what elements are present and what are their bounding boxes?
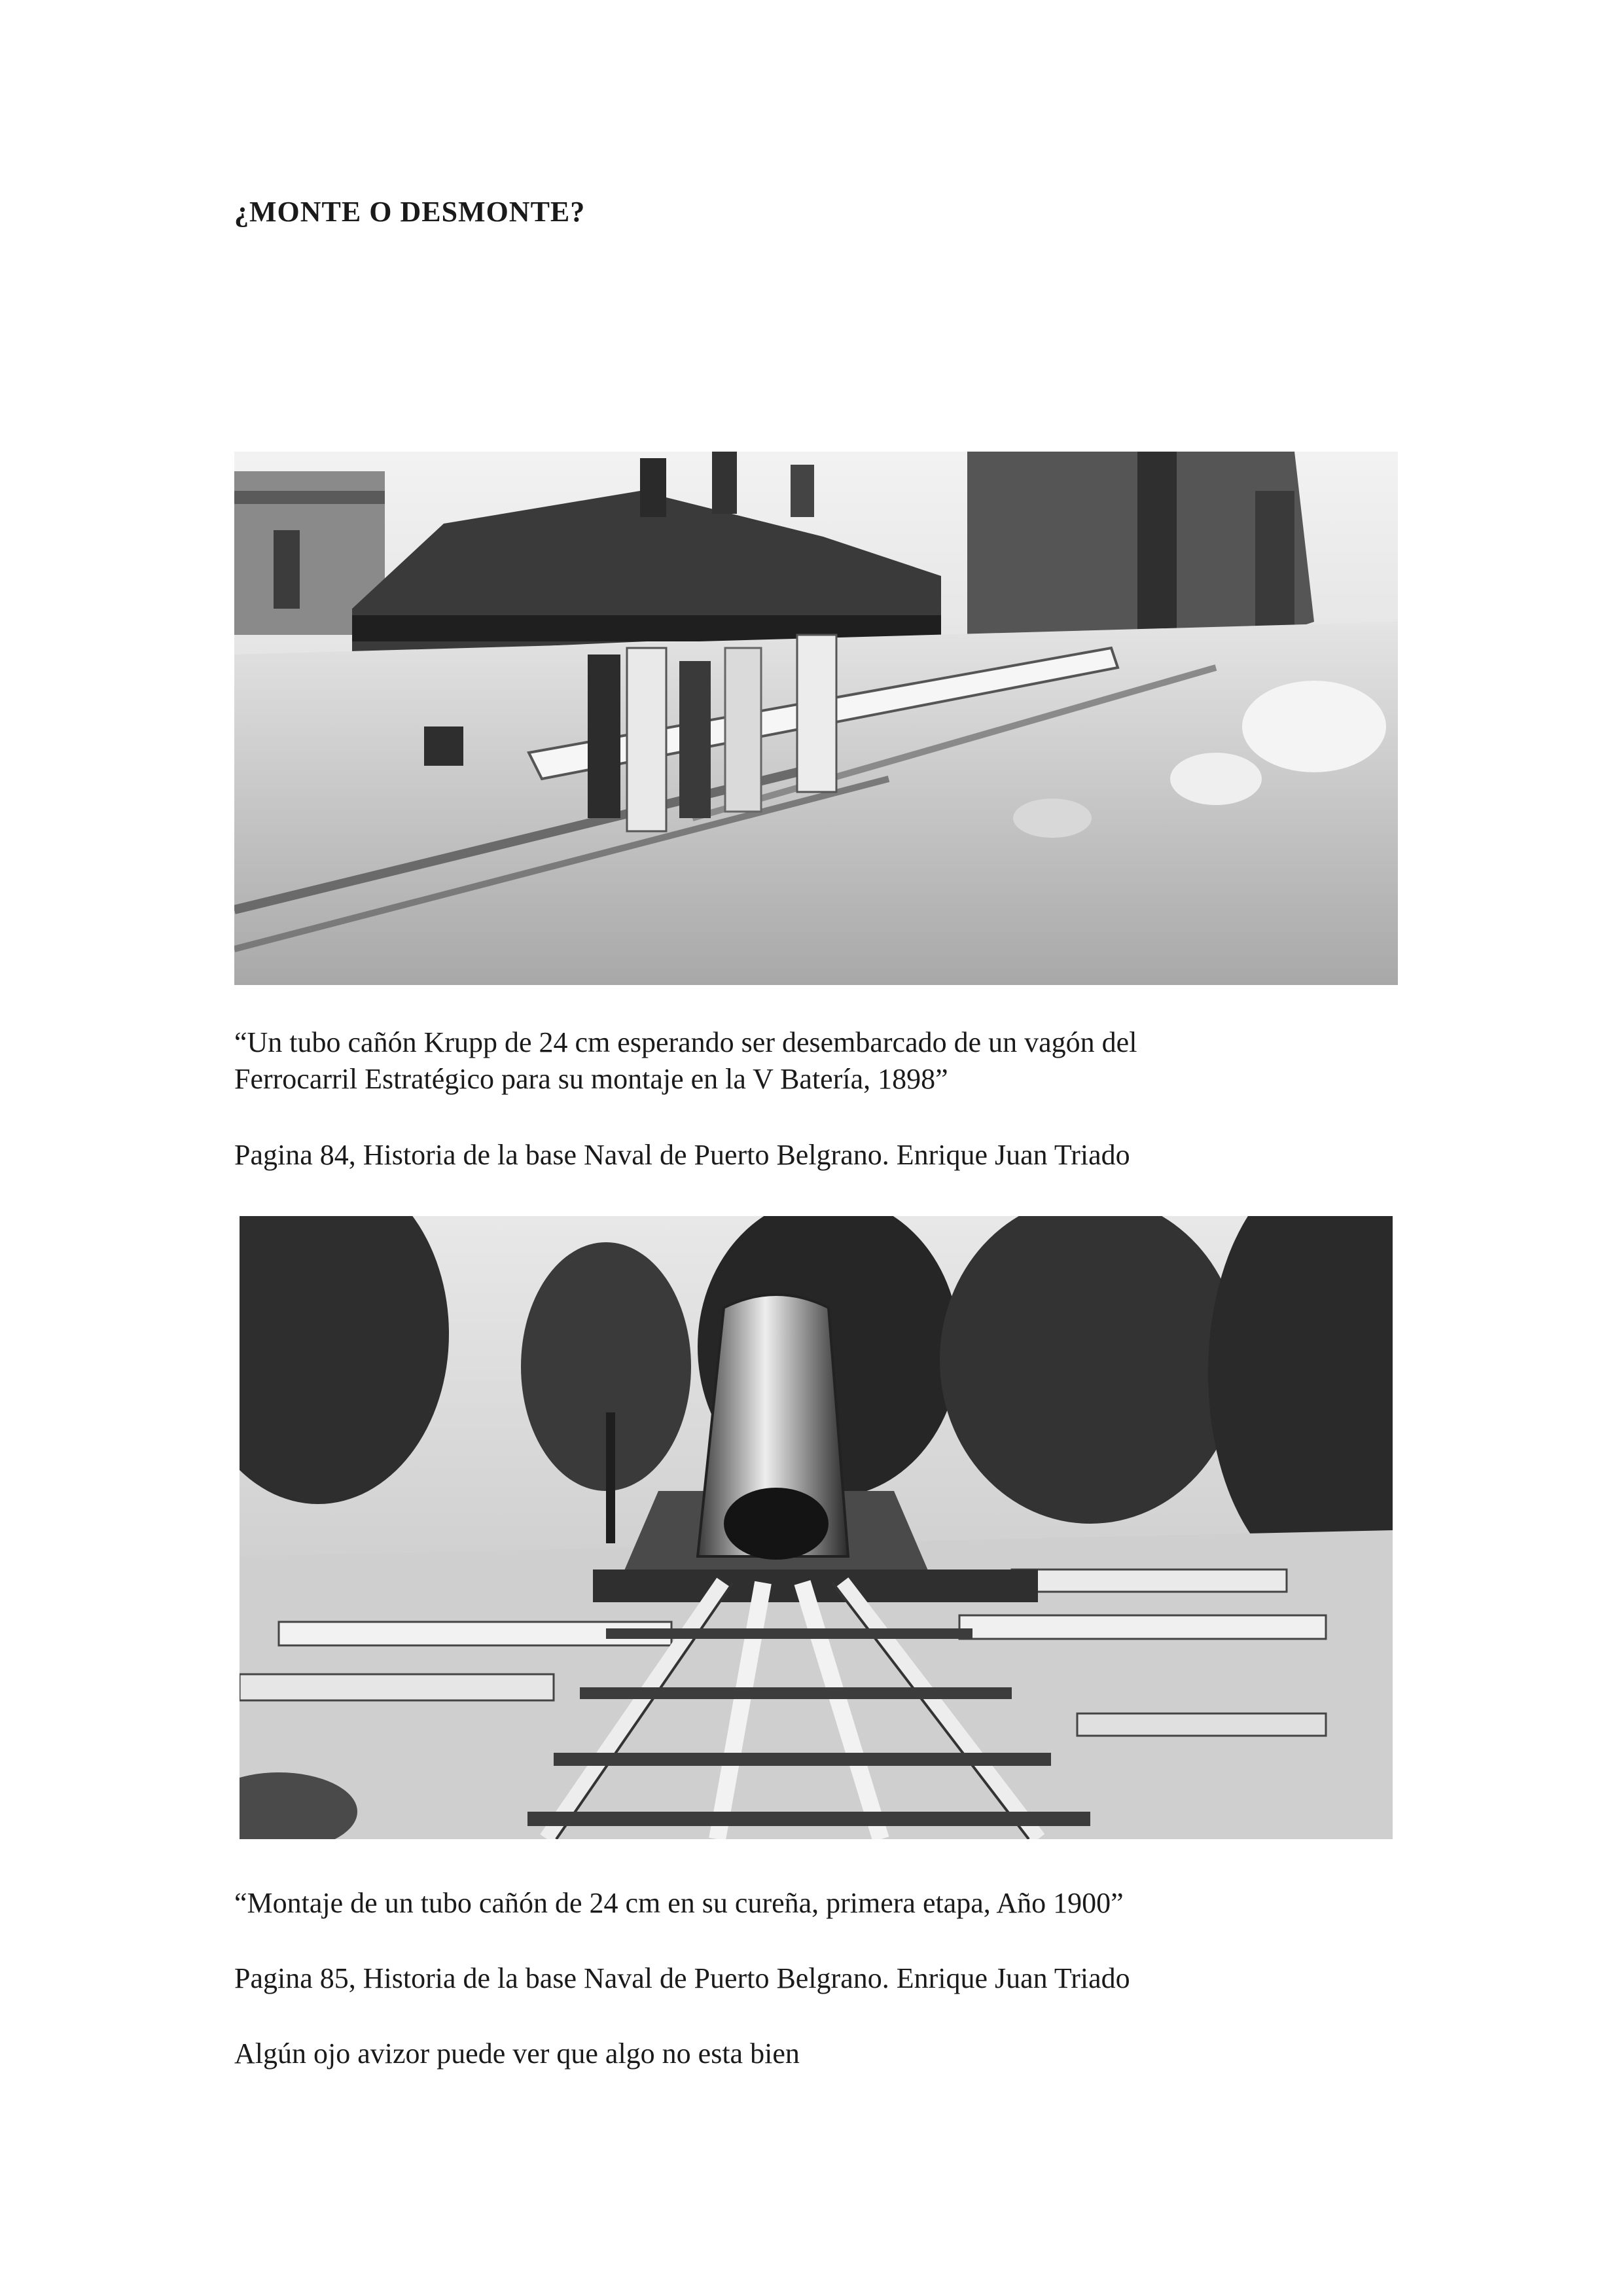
photo1-source: Pagina 84, Historia de la base Naval de Puerto Belgrano. Enrique Juan Triado (234, 1139, 1130, 1171)
photo1-caption-line2: Ferrocarril Estratégico para su montaje en la V Batería, 1898” (234, 1063, 948, 1095)
photo1-caption-line1: “Un tubo cañón Krupp de 24 cm esperando ser desembarcado de un vagón del (234, 1026, 1137, 1058)
closing-text: Algún ojo avizor puede ver que algo no esta bien (234, 2037, 800, 2070)
photo-krupp-gun-wagon (234, 452, 1398, 985)
photo2-source: Pagina 85, Historia de la base Naval de Puerto Belgrano. Enrique Juan Triado (234, 1962, 1130, 1994)
page-title: ¿MONTE O DESMONTE? (234, 196, 586, 228)
photo-gun-carriage-assembly (240, 1216, 1393, 1839)
photo2-caption: “Montaje de un tubo cañón de 24 cm en su cureña, primera etapa, Año 1900” (234, 1887, 1124, 1919)
